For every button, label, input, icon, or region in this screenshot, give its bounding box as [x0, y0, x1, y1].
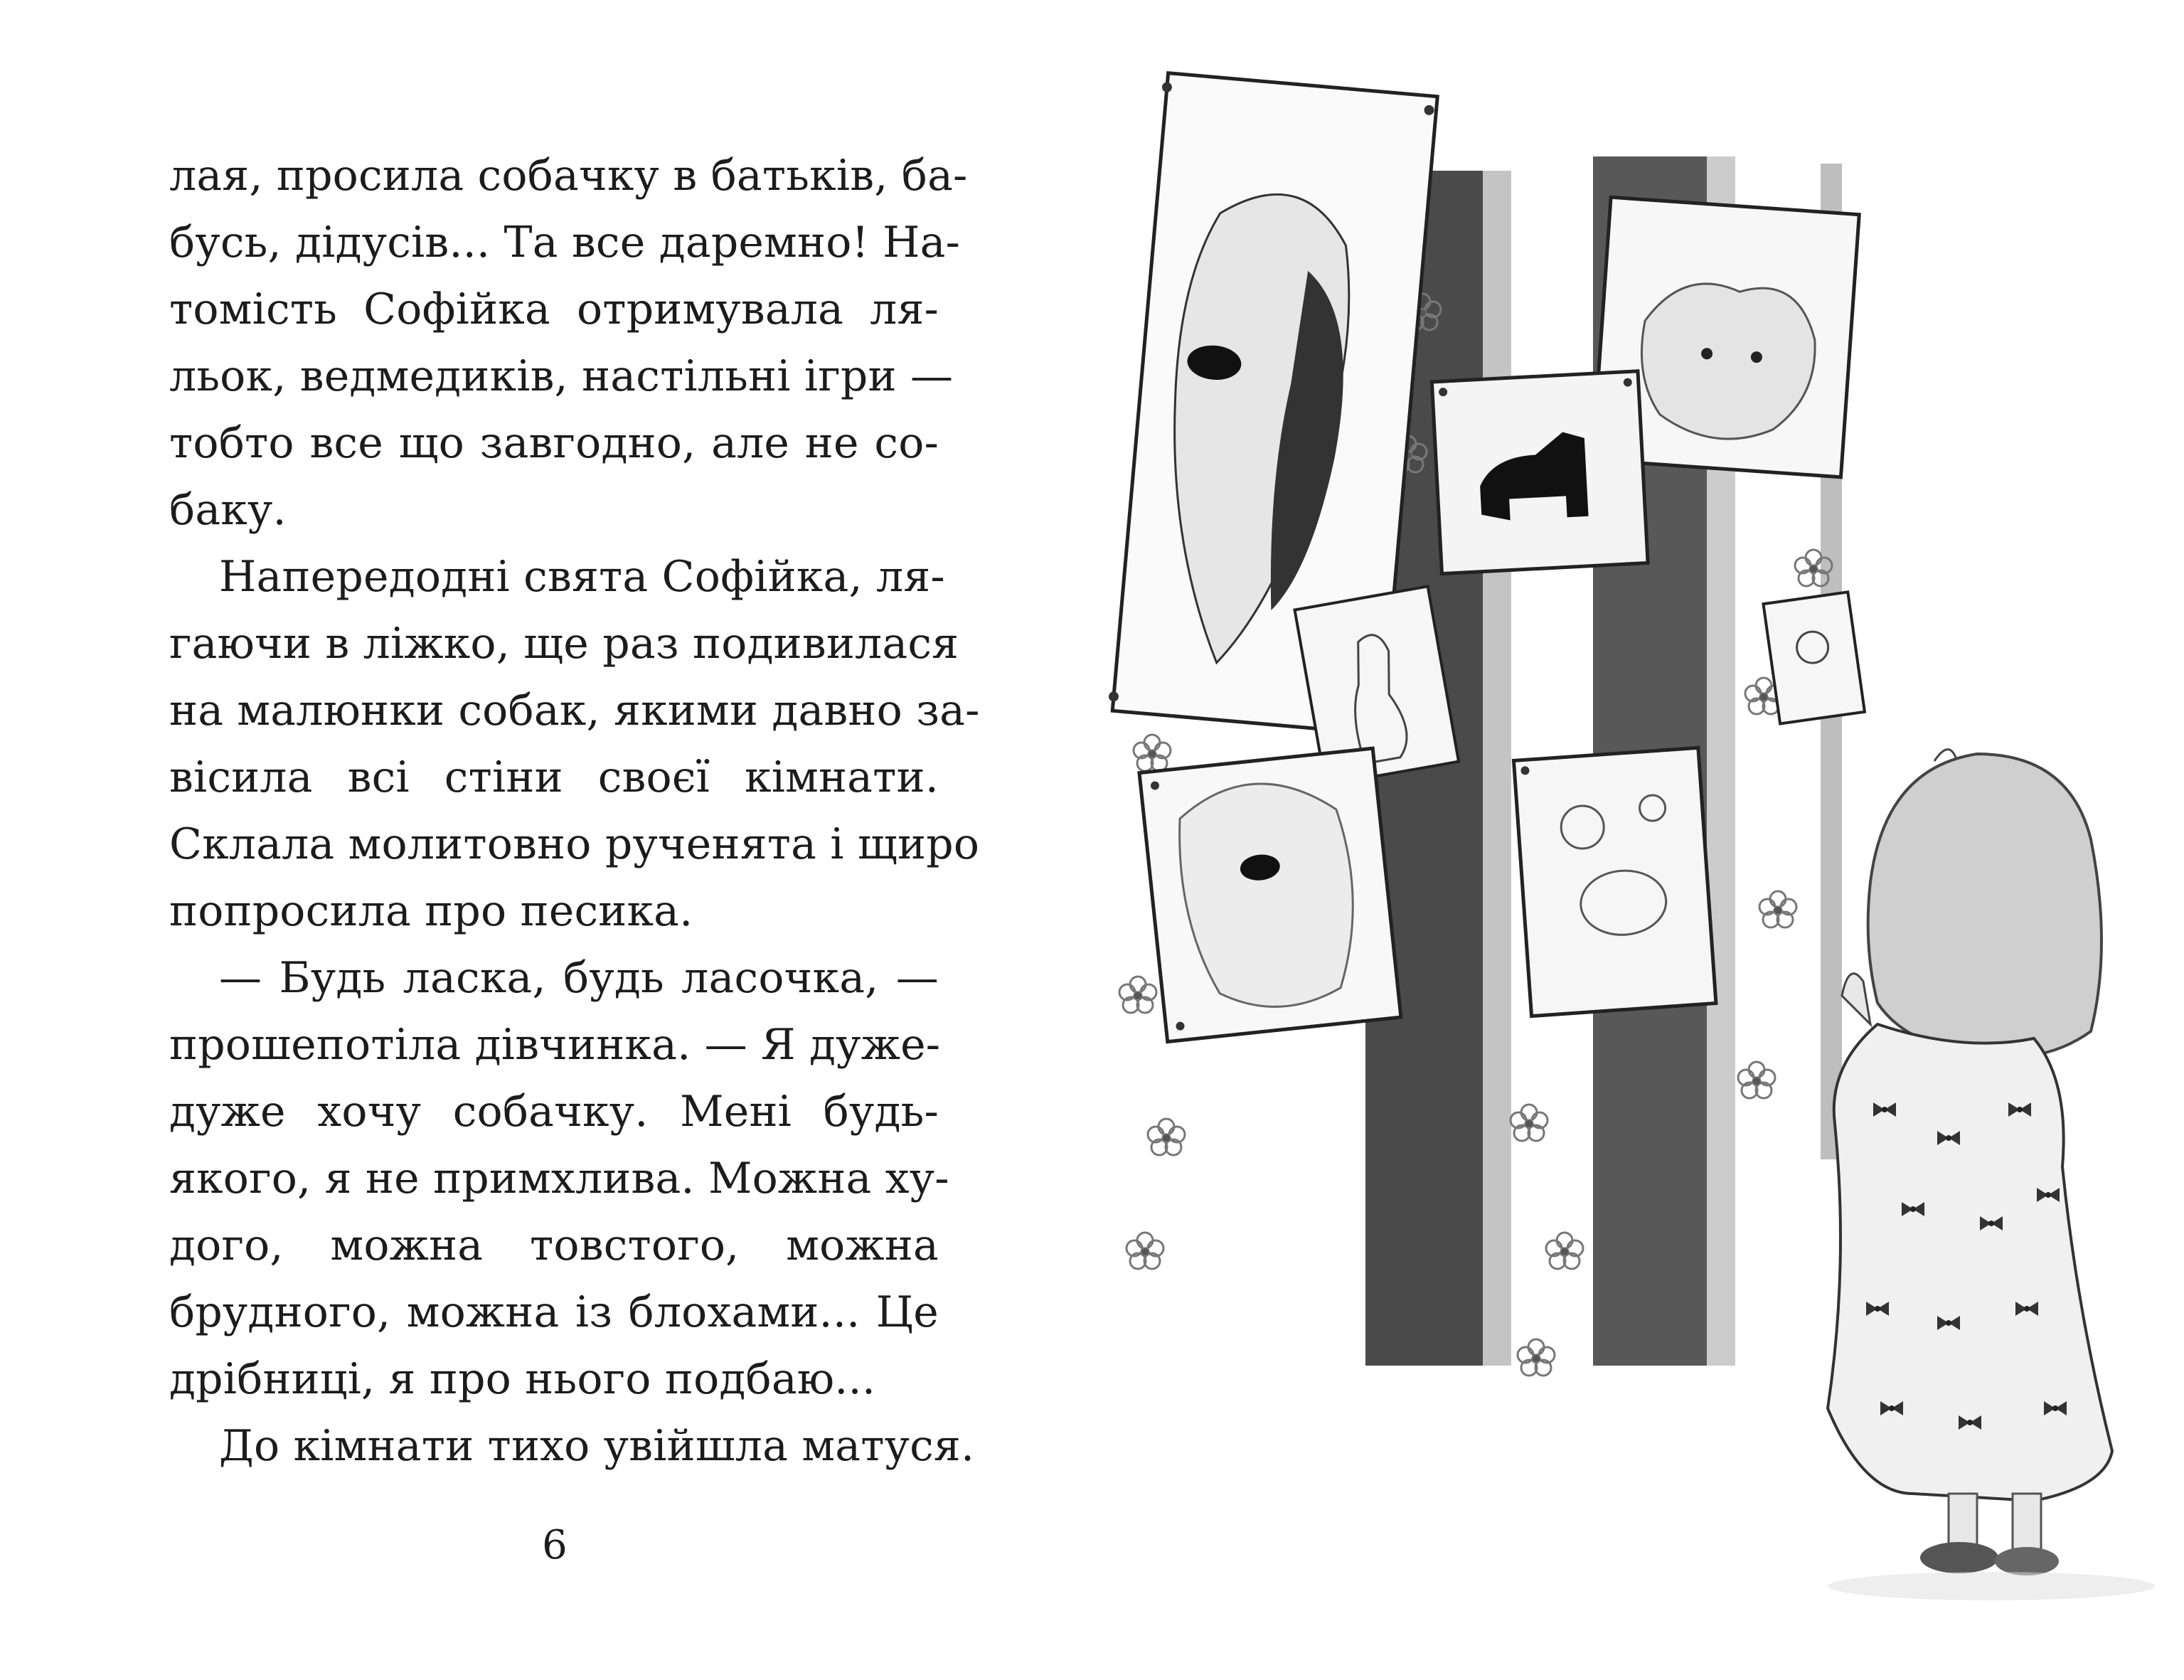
text-line: якого, я не примхлива. Можна ху- — [169, 1154, 949, 1203]
poster-shaggy-dog — [1139, 748, 1401, 1041]
text-line: бусь, дідусів... Та все даремно! На- — [169, 218, 961, 267]
text-line: на малюнки собак, якими давно за- — [169, 686, 980, 735]
text-line: Склала молитовно рученята і щиро — [169, 819, 980, 869]
page-number: 6 — [542, 1522, 568, 1568]
text-line: гаючи в ліжко, ще раз подивилася — [169, 619, 959, 669]
text-line: баку. — [169, 485, 287, 535]
story-text — [169, 142, 980, 1479]
poster-scottie — [1432, 371, 1648, 574]
text-line: брудного, можна із блохами... Це — [169, 1287, 939, 1337]
text-line: прошепотіла дівчинка. — Я дуже- — [169, 1020, 941, 1070]
text-line: вісила всі стіни своєї кімнати. — [169, 753, 939, 802]
text-line: Напередодні свята Софійка, ля- — [219, 552, 945, 602]
text-line: томість Софійка отримувала ля- — [169, 285, 939, 334]
illustration — [1095, 57, 2176, 1643]
text-line: лая, просила собачку в батьків, ба- — [169, 151, 968, 201]
text-line: — Будь ласка, будь ласочка, — — [219, 953, 939, 1003]
text-line: дуже хочу собачку. Мені будь- — [169, 1087, 939, 1137]
poster-poodle — [1513, 748, 1715, 1016]
girl-figure — [1828, 750, 2155, 1600]
poster-small-dog — [1763, 592, 1864, 723]
text-line: До кімнати тихо увійшла матуся. — [219, 1421, 975, 1471]
text-line: дого, можна товстого, можна — [169, 1221, 939, 1270]
text-line: попросила про песика. — [169, 886, 693, 936]
text-line: тобто все що завгодно, але не со- — [169, 418, 939, 468]
text-line: льок, ведмедиків, настільні ігри — — [169, 351, 954, 401]
text-line: дрібниці, я про нього подбаю... — [169, 1354, 876, 1404]
